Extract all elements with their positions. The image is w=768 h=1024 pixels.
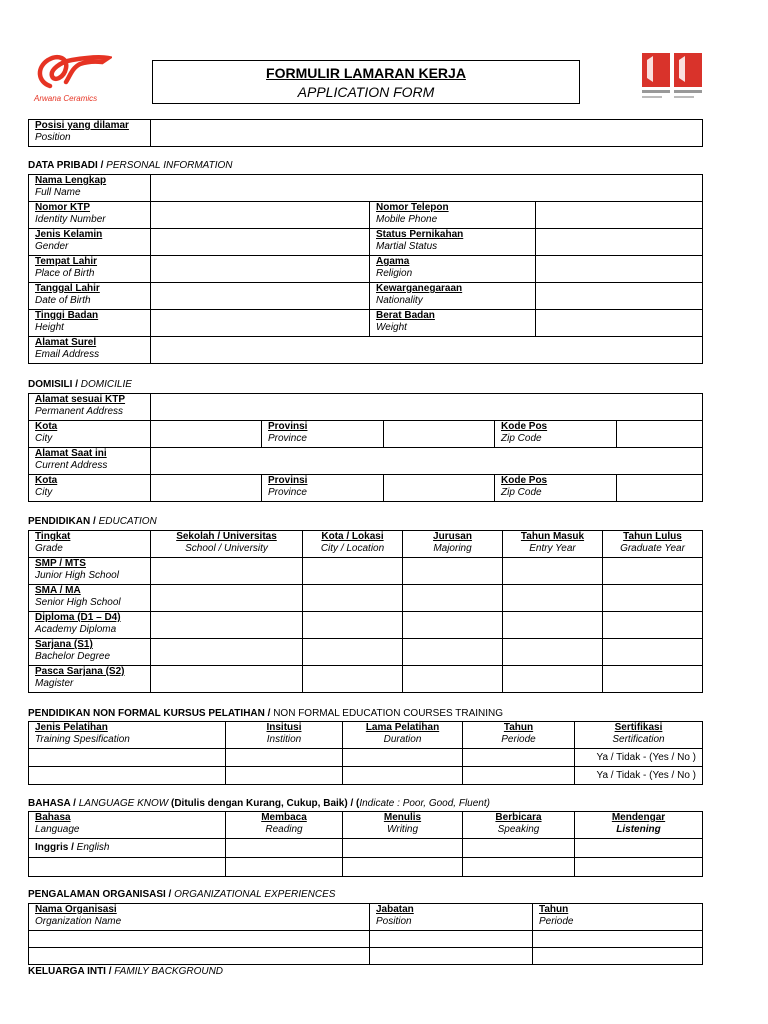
place-of-birth-input[interactable] (151, 256, 370, 283)
table-cell[interactable] (226, 749, 343, 767)
table-cell[interactable] (463, 749, 575, 767)
table-cell[interactable] (151, 558, 303, 585)
religion-input[interactable] (536, 256, 703, 283)
table-cell[interactable] (575, 839, 703, 858)
table-cell[interactable] (370, 948, 533, 965)
email-input[interactable] (151, 337, 703, 364)
height-label: Tinggi Badan Height (29, 310, 151, 337)
table-cell[interactable] (303, 639, 403, 666)
certification-yes-no[interactable]: Ya / Tidak - (Yes / No ) (575, 767, 703, 785)
table-cell[interactable] (151, 585, 303, 612)
table-cell[interactable] (403, 639, 503, 666)
table-row (29, 612, 703, 639)
mobile-phone-input[interactable] (536, 202, 703, 229)
table-cell[interactable] (503, 585, 603, 612)
identity-number-label: Nomor KTP Identity Number (29, 202, 151, 229)
table-cell[interactable] (303, 666, 403, 693)
table-cell[interactable] (603, 558, 703, 585)
education-level-label: Diploma (D1 – D4) Academy Diploma (29, 612, 151, 639)
education-table (28, 530, 703, 693)
education-col-entry-year: Tahun Masuk Entry Year (503, 531, 603, 558)
table-row (29, 858, 703, 877)
table-cell[interactable] (29, 931, 370, 948)
table-cell[interactable] (603, 639, 703, 666)
table-cell[interactable] (463, 767, 575, 785)
date-of-birth-label: Tanggal Lahir Date of Birth (29, 283, 151, 310)
email-label: Alamat Surel Email Address (29, 337, 151, 364)
domicile-table (28, 393, 703, 502)
education-level-label: SMA / MA Senior High School (29, 585, 151, 612)
education-col-graduate-year: Tahun Lulus Graduate Year (603, 531, 703, 558)
table-row (29, 558, 703, 585)
table-cell[interactable] (29, 767, 226, 785)
table-cell[interactable] (151, 666, 303, 693)
table-row (29, 639, 703, 666)
table-cell[interactable] (303, 612, 403, 639)
marital-status-label: Status Pernikahan Martial Status (370, 229, 536, 256)
permanent-address-label: Alamat sesuai KTP Permanent Address (29, 394, 151, 421)
organization-col-name: Nama Organisasi Organization Name (29, 904, 370, 931)
table-cell[interactable] (303, 558, 403, 585)
weight-input[interactable] (536, 310, 703, 337)
current-zip-code-input[interactable] (617, 475, 703, 502)
domicile-section-heading: DOMISILI / DOMICILIE (28, 379, 132, 390)
language-col-reading: Membaca Reading (226, 812, 343, 839)
table-cell[interactable] (403, 585, 503, 612)
education-level-label: Sarjana (S1) Bachelor Degree (29, 639, 151, 666)
table-cell[interactable] (463, 858, 575, 877)
education-level-label: SMP / MTS Junior High School (29, 558, 151, 585)
training-col-institution: Insitusi Instition (226, 722, 343, 749)
weight-label: Berat Badan Weight (370, 310, 536, 337)
gender-label: Jenis Kelamin Gender (29, 229, 151, 256)
table-cell[interactable] (29, 948, 370, 965)
zip-code-input[interactable] (617, 421, 703, 448)
city-input[interactable] (151, 421, 262, 448)
page-title: FORMULIR LAMARAN KERJA (266, 65, 466, 81)
position-label: Posisi yang dilamar Position (29, 120, 151, 147)
language-col-writing: Menulis Writing (343, 812, 463, 839)
table-cell[interactable] (370, 931, 533, 948)
zip-code-label: Kode Pos Zip Code (495, 421, 617, 448)
table-cell[interactable] (343, 749, 463, 767)
certification-yes-no[interactable]: Ya / Tidak - (Yes / No ) (575, 749, 703, 767)
table-cell[interactable] (575, 858, 703, 877)
table-cell[interactable] (533, 931, 703, 948)
nationality-label: Kewarganegaraan Nationality (370, 283, 536, 310)
training-col-type: Jenis Pelatihan Training Spesification (29, 722, 226, 749)
language-table (28, 811, 703, 877)
language-col-listening: Mendengar Listening (575, 812, 703, 839)
position-input[interactable] (151, 120, 703, 147)
gender-input[interactable] (151, 229, 370, 256)
table-row (29, 585, 703, 612)
table-row (29, 948, 703, 965)
training-col-duration: Lama Pelatihan Duration (343, 722, 463, 749)
training-col-period: Tahun Periode (463, 722, 575, 749)
table-cell[interactable] (343, 839, 463, 858)
position-table (28, 119, 703, 147)
organization-table (28, 903, 703, 965)
table-cell[interactable] (463, 839, 575, 858)
brand-name: Arwana Ceramics (34, 94, 98, 103)
certification-badge-icon (641, 52, 707, 106)
table-cell[interactable] (29, 749, 226, 767)
title-box (152, 60, 580, 104)
training-section-heading: PENDIDIKAN NON FORMAL KURSUS PELATIHAN / NON FORMAL EDUCATION COURSES TRAINING (28, 708, 504, 719)
permanent-address-input[interactable] (151, 394, 703, 421)
table-cell[interactable] (151, 612, 303, 639)
height-input[interactable] (151, 310, 370, 337)
current-province-input[interactable] (384, 475, 495, 502)
current-address-label: Alamat Saat ini Current Address (29, 448, 151, 475)
table-cell[interactable] (503, 666, 603, 693)
education-col-major: Jurusan Majoring (403, 531, 503, 558)
current-city-input[interactable] (151, 475, 262, 502)
place-of-birth-label: Tempat Lahir Place of Birth (29, 256, 151, 283)
organization-col-period: Tahun Periode (533, 904, 703, 931)
education-section-heading: PENDIDIKAN / EDUCATION (28, 516, 157, 527)
organization-col-position: Jabatan Position (370, 904, 533, 931)
current-address-input[interactable] (151, 448, 703, 475)
table-cell[interactable] (603, 666, 703, 693)
language-col-speaking: Berbicara Speaking (463, 812, 575, 839)
city-label: Kota City (29, 475, 151, 502)
training-table (28, 721, 703, 785)
education-col-school: Sekolah / Universitas School / University (151, 531, 303, 558)
table-cell[interactable] (503, 639, 603, 666)
table-cell[interactable] (151, 639, 303, 666)
language-col-language: Bahasa Language (29, 812, 226, 839)
nationality-input[interactable] (536, 283, 703, 310)
table-row (29, 749, 703, 767)
table-cell[interactable] (303, 585, 403, 612)
table-row (29, 767, 703, 785)
family-section-heading: KELUARGA INTI / FAMILY BACKGROUND (28, 966, 224, 977)
table-row (29, 839, 703, 858)
marital-status-input[interactable] (536, 229, 703, 256)
organization-section-heading: PENGALAMAN ORGANISASI / ORGANIZATIONAL EXPERIENCES (28, 889, 336, 900)
full-name-input[interactable] (151, 175, 703, 202)
personal-info-table (28, 174, 703, 364)
table-cell[interactable] (226, 767, 343, 785)
mobile-phone-label: Nomor Telepon Mobile Phone (370, 202, 536, 229)
table-cell[interactable] (603, 585, 703, 612)
table-cell[interactable] (403, 666, 503, 693)
table-cell[interactable] (533, 948, 703, 965)
personal-section-heading: DATA PRIBADI / PERSONAL INFORMATION (28, 160, 233, 171)
table-row (29, 666, 703, 693)
full-name-label: Nama Lengkap Full Name (29, 175, 151, 202)
education-col-city: Kota / Lokasi City / Location (303, 531, 403, 558)
training-col-certification: Sertifikasi Sertification (575, 722, 703, 749)
table-cell[interactable] (503, 558, 603, 585)
table-cell[interactable] (603, 612, 703, 639)
identity-number-input[interactable] (151, 202, 370, 229)
date-of-birth-input[interactable] (151, 283, 370, 310)
table-cell[interactable] (29, 858, 226, 877)
page-subtitle: APPLICATION FORM (297, 84, 435, 100)
table-row (29, 931, 703, 948)
province-input[interactable] (384, 421, 495, 448)
table-cell[interactable] (403, 558, 503, 585)
certification-badges (641, 52, 707, 106)
education-col-grade: Tingkat Grade (29, 531, 151, 558)
table-cell[interactable] (343, 858, 463, 877)
table-cell[interactable] (226, 839, 343, 858)
education-level-label: Pasca Sarjana (S2) Magister (29, 666, 151, 693)
company-logo (32, 52, 122, 102)
table-cell[interactable] (343, 767, 463, 785)
table-cell[interactable] (403, 612, 503, 639)
religion-label: Agama Religion (370, 256, 536, 283)
zip-code-label: Kode Pos Zip Code (495, 475, 617, 502)
arwana-logo-icon (32, 52, 112, 90)
city-label: Kota City (29, 421, 151, 448)
province-label: Provinsi Province (262, 475, 384, 502)
language-section-heading: BAHASA / LANGUAGE KNOW (Ditulis dengan Kurang, Cukup, Baik) / (Indicate : Poor, Good, Fluent) (28, 798, 490, 809)
table-cell[interactable] (226, 858, 343, 877)
language-english-label: Inggris / English (29, 839, 226, 858)
table-cell[interactable] (503, 612, 603, 639)
province-label: Provinsi Province (262, 421, 384, 448)
